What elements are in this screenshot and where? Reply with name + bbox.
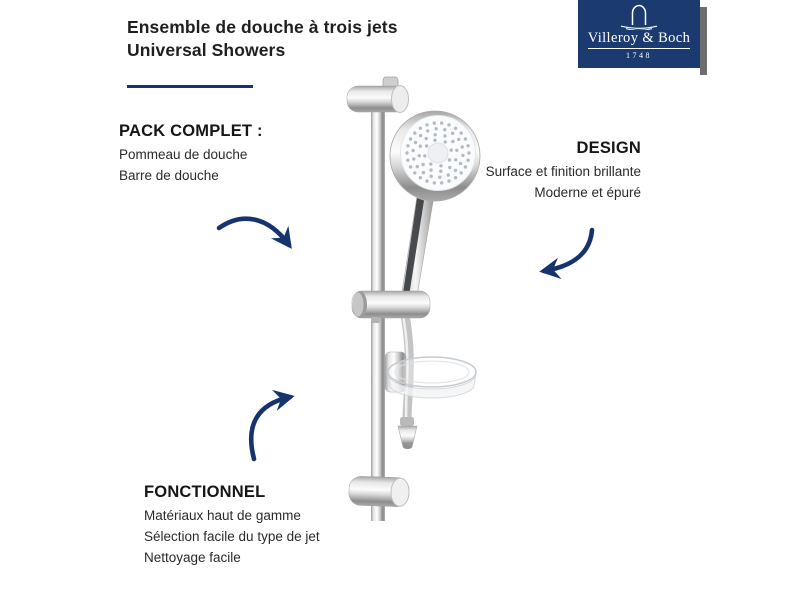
accent-underline bbox=[127, 85, 253, 88]
logo-shadow bbox=[700, 7, 707, 75]
arrow-pack-to-product bbox=[219, 219, 289, 245]
top-wall-bracket bbox=[347, 77, 409, 113]
brand-logo bbox=[578, 0, 700, 68]
feature-design bbox=[486, 138, 641, 203]
hose-connector bbox=[398, 417, 417, 449]
feature-fonctionnel-item: Nettoyage facile bbox=[144, 550, 241, 565]
shower-hose bbox=[404, 310, 409, 420]
brand-year: 1748 bbox=[626, 51, 652, 60]
feature-design-item: Moderne et épuré bbox=[534, 185, 641, 200]
feature-fonctionnel bbox=[144, 482, 320, 568]
title-block bbox=[127, 16, 398, 62]
slider-holder bbox=[352, 291, 430, 323]
feature-pack-item: Pommeau de douche bbox=[119, 147, 248, 162]
feature-design-heading: DESIGN bbox=[576, 139, 641, 157]
arrow-design-to-product bbox=[544, 230, 592, 271]
villeroy-boch-crest-icon bbox=[617, 4, 661, 30]
shower-product bbox=[347, 77, 480, 521]
title-line-2: Universal Showers bbox=[127, 40, 286, 60]
shower-rail bbox=[371, 94, 385, 521]
spray-nozzle-dots bbox=[405, 121, 470, 184]
title-line-1: Ensemble de douche à trois jets bbox=[127, 17, 398, 37]
feature-pack-item: Barre de douche bbox=[119, 168, 219, 183]
hand-shower-handle bbox=[401, 190, 434, 302]
feature-design-item: Surface et finition brillante bbox=[485, 164, 641, 179]
feature-fonctionnel-item: Sélection facile du type de jet bbox=[144, 529, 320, 544]
shower-head bbox=[390, 111, 480, 201]
page-title bbox=[127, 16, 398, 62]
feature-pack-complet bbox=[119, 121, 263, 186]
feature-pack-heading: PACK COMPLET : bbox=[119, 122, 263, 140]
arrow-fonctionnel-to-product bbox=[251, 397, 290, 459]
brand-name: Villeroy & Boch bbox=[588, 30, 691, 49]
feature-fonctionnel-item: Matériaux haut de gamme bbox=[144, 508, 301, 523]
soap-dish bbox=[385, 352, 476, 398]
annotation-arrows bbox=[219, 219, 592, 459]
feature-fonctionnel-heading: FONCTIONNEL bbox=[144, 483, 266, 501]
bottom-wall-bracket bbox=[349, 476, 410, 507]
